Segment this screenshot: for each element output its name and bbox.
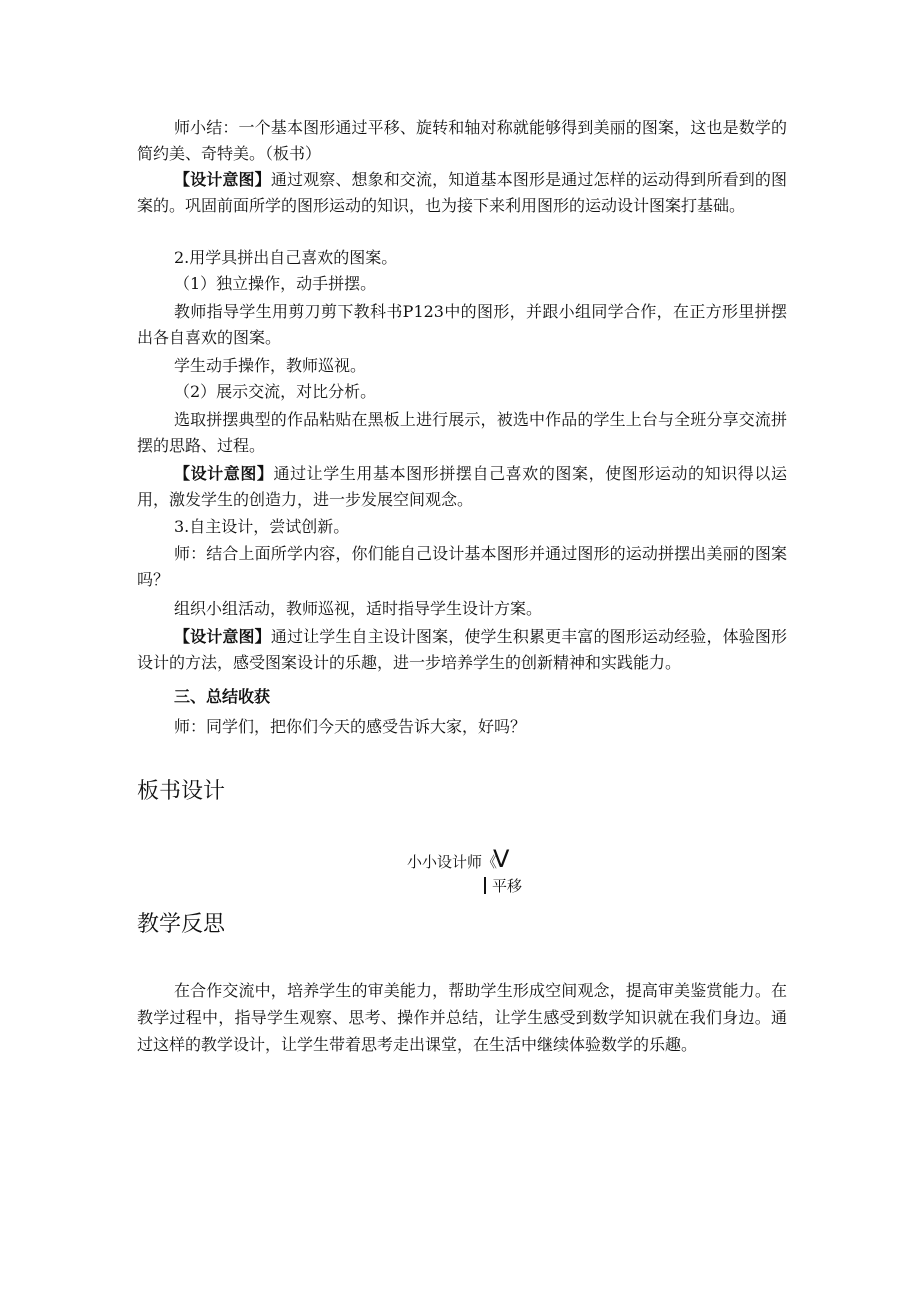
group-activity-paragraph: 组织小组活动，教师巡视，适时指导学生设计方案。	[174, 599, 543, 618]
student-operation-paragraph: 学生动手操作，教师巡视。	[174, 356, 367, 375]
design-intent-paragraph-3	[137, 624, 787, 676]
teacher-summary-paragraph: 师小结：一个基本图形通过平移、旋转和轴对称就能够得到美丽的图案，这也是数学的简约美、奇特美。（板书）	[137, 118, 787, 163]
board-subitem: 平移	[492, 877, 523, 895]
teacher-question-paragraph: 师：结合上面所学内容，你们能自己设计基本图形并通过图形的运动拼摆出美丽的图案吗？	[137, 544, 787, 589]
board-design-heading: 板书设计	[137, 779, 226, 804]
design-intent-label: 【设计意图】	[174, 464, 274, 483]
design-intent-text: 通过让学生用基本图形拼摆自己喜欢的图案，使图形运动的知识得以运用，激发学生的创造力，进一步发展空间观念。	[137, 464, 787, 509]
substep-1-heading: （1）独立操作，动手拼摆。	[174, 274, 377, 293]
design-intent-label: 【设计意图】	[174, 170, 271, 189]
board-bracket-line	[484, 877, 486, 894]
step-3-heading: 3.自主设计，尝试创新。	[174, 517, 350, 536]
reflection-paragraph: 在合作交流中，培养学生的审美能力，帮助学生形成空间观念，提高审美鉴赏能力。在教学过程中，指导学生观察、思考、操作并总结，让学生感受到数学知识就在我们身边。通过这样的教学设计，让学生带着思考走出课堂，在生活中继续体验数学的乐趣。	[137, 981, 787, 1054]
design-intent-text: 通过让学生自主设计图案，使学生积累更丰富的图形运动经验，体验图形设计的方法，感受图案设计的乐趣，进一步培养学生的创新精神和实践能力。	[137, 627, 787, 672]
teacher-closing-paragraph: 师：同学们，把你们今天的感受告诉大家，好吗？	[174, 717, 527, 736]
reflection-heading: 教学反思	[137, 912, 226, 937]
board-title: 小小设计师《	[407, 853, 498, 871]
teacher-guidance-paragraph: 教师指导学生用剪刀剪下教科书P123中的图形，并跟小组同学合作，在正方形里拼摆出各自喜欢的图案。	[137, 302, 787, 347]
design-intent-paragraph-1	[137, 167, 787, 219]
showcase-paragraph: 选取拼摆典型的作品粘贴在黑板上进行展示，被选中作品的学生上台与全班分享交流拼摆的思路、过程。	[137, 410, 787, 455]
design-intent-label: 【设计意图】	[174, 627, 271, 646]
substep-2-heading: （2）展示交流，对比分析。	[174, 382, 377, 401]
step-2-heading: 2.用学具拼出自己喜欢的图案。	[174, 248, 398, 267]
design-intent-paragraph-2	[137, 461, 787, 513]
section-3-heading: 三、总结收获	[174, 687, 271, 706]
design-intent-text: 通过观察、想象和交流，知道基本图形是通过怎样的运动得到所看到的图案的。巩固前面所学的图形运动的知识，也为接下来利用图形的运动设计图案打基础。	[137, 170, 787, 215]
board-mark: V	[493, 845, 510, 873]
